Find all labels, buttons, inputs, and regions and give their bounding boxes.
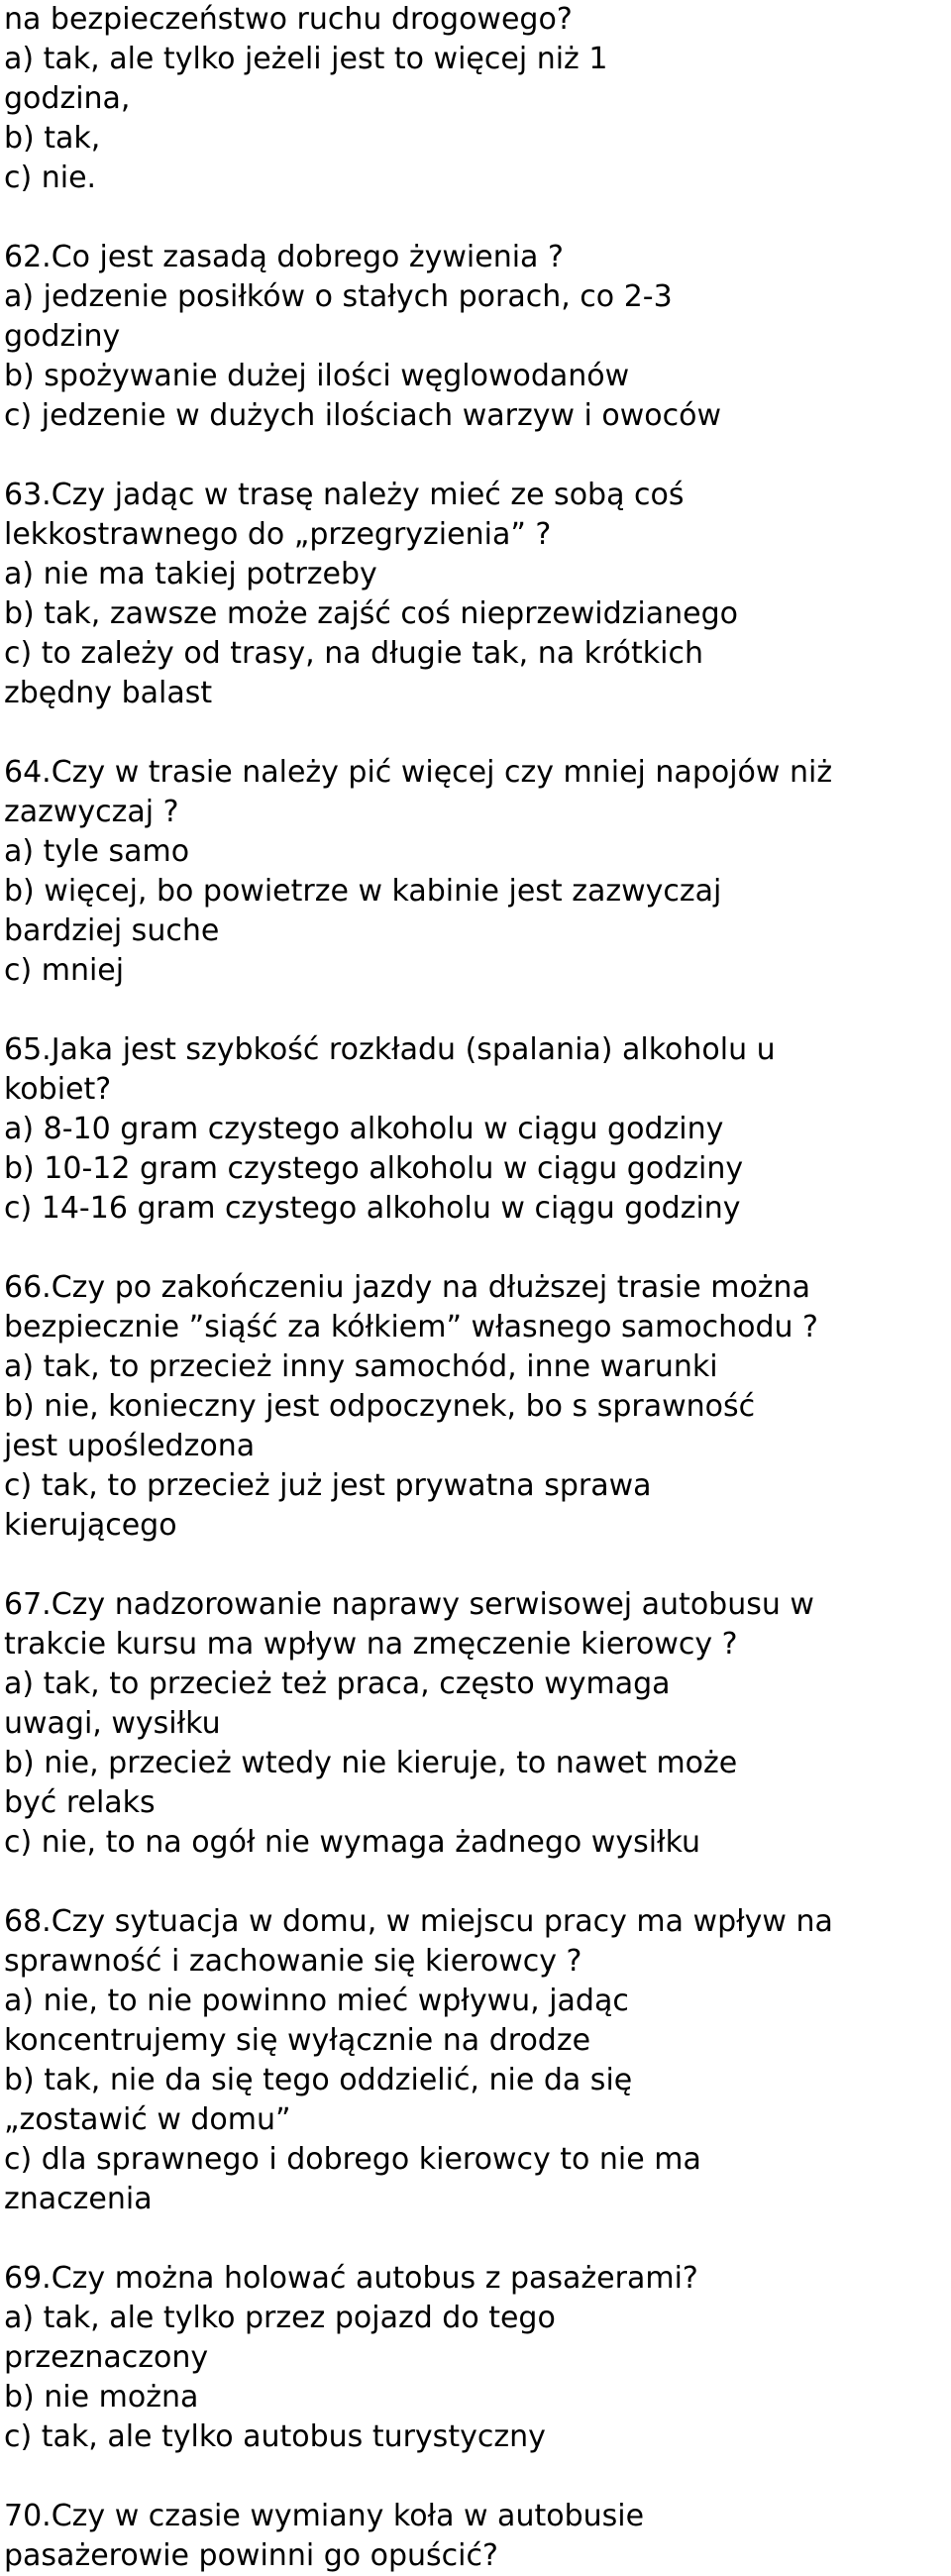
question-text: 68.Czy sytuacja w domu, w miejscu pracy ma wpływ na [4,1904,833,1939]
answer-c: c) tak, to przecież już jest prywatna sprawa [4,1468,652,1503]
question-text-cont: bezpiecznie ”siąść za kółkiem” własnego samochodu ? [4,1310,818,1344]
spacer [4,1229,945,1268]
answer-a-cont: godziny [4,319,121,354]
spacer [4,991,945,1030]
answer-a-cont: przeznaczony [4,2340,209,2375]
answer-b-cont: jest upośledzona [4,1429,256,1463]
answer-a: a) nie, to nie powinno mieć wpływu, jadąc [4,1984,629,2018]
answer-b: b) spożywanie dużej ilości węglowodanów [4,359,630,393]
spacer [4,198,945,238]
question-text: 66.Czy po zakończeniu jazdy na dłuższej trasie można [4,1270,810,1305]
answer-c: c) jedzenie w dużych ilościach warzyw i owoców [4,398,722,433]
question-text: 69.Czy można holować autobus z pasażerami? [4,2261,698,2296]
answer-b: b) tak, nie da się tego oddzielić, nie da się [4,2063,633,2097]
question-69 [4,2259,945,2457]
answer-b: b) więcej, bo powietrze w kabinie jest zazwyczaj [4,874,722,909]
answer-c: c) mniej [4,953,125,988]
answer-c: c) to zależy od trasy, na długie tak, na krótkich [4,636,704,671]
question-text: 64.Czy w trasie należy pić więcej czy mniej napojów niż [4,755,833,790]
answer-a: a) tak, ale tylko przez pojazd do tego [4,2301,556,2335]
question-text-cont: kobiet? [4,1072,112,1107]
question-text: 63.Czy jadąc w trasę należy mieć ze sobą coś [4,478,685,512]
spacer [4,1863,945,1902]
answer-a-cont: uwagi, wysiłku [4,1706,221,1741]
answer-c: c) tak, ale tylko autobus turystyczny [4,2419,546,2454]
answer-b: b) nie, konieczny jest odpoczynek, bo s sprawność [4,1389,756,1424]
answer-c: c) nie, to na ogół nie wymaga żadnego wysiłku [4,1825,701,1860]
answer-b-cont: „zostawić w domu” [4,2102,291,2137]
answer-a: a) tak, to przecież też praca, często wymaga [4,1666,671,1701]
question-67 [4,1585,945,1863]
answer-b: b) tak, [4,121,101,156]
answer-a-cont: koncentrujemy się wyłącznie na drodze [4,2023,591,2058]
question-text: 70.Czy w czasie wymiany koła w autobusie [4,2499,645,2533]
question-text: 65.Jaka jest szybkość rozkładu (spalania) alkoholu u [4,1032,776,1067]
answer-b: b) 10-12 gram czystego alkoholu w ciągu godziny [4,1151,744,1186]
answer-b: b) tak, zawsze może zajść coś nieprzewidzianego [4,596,739,631]
question-65 [4,1030,945,1229]
answer-b: b) nie, przecież wtedy nie kieruje, to nawet może [4,1746,738,1780]
question-68 [4,1902,945,2219]
question-61-tail: na bezpieczeństwo ruchu drogowego? [4,2,573,37]
document-page [4,0,945,2576]
question-text-cont: trakcie kursu ma wpływ na zmęczenie kierowcy ? [4,1627,738,1662]
answer-b-cont: bardziej suche [4,913,220,948]
answer-b: b) nie można [4,2380,199,2415]
question-text-cont: pasażerowie powinni go opuścić? [4,2538,498,2573]
answer-c: c) 14-16 gram czystego alkoholu w ciągu godziny [4,1191,741,1226]
question-64 [4,753,945,991]
answer-a: a) nie ma takiej potrzeby [4,557,377,591]
answer-b-cont: być relaks [4,1785,156,1820]
question-62 [4,238,945,436]
continuation-block [4,0,945,198]
spacer [4,1546,945,1585]
question-70 [4,2497,945,2576]
question-text: 67.Czy nadzorowanie naprawy serwisowej autobusu w [4,1587,814,1622]
question-text: 62.Co jest zasadą dobrego żywienia ? [4,240,564,274]
question-text-cont: sprawność i zachowanie się kierowcy ? [4,1944,582,1979]
answer-a: a) 8-10 gram czystego alkoholu w ciągu godziny [4,1112,724,1146]
spacer [4,713,945,753]
question-text-cont: lekkostrawnego do „przegryzienia” ? [4,517,552,552]
answer-a-cont: godzina, [4,81,131,116]
spacer [4,436,945,476]
answer-c: c) nie. [4,161,97,195]
answer-c-cont: zbędny balast [4,676,213,710]
spacer [4,2219,945,2259]
question-text-cont: zazwyczaj ? [4,795,179,829]
answer-a: a) tak, ale tylko jeżeli jest to więcej niż 1 [4,42,608,76]
answer-a: a) tyle samo [4,834,190,869]
answer-c: c) dla sprawnego i dobrego kierowcy to nie ma [4,2142,701,2177]
answer-c-cont: kierującego [4,1508,177,1543]
question-66 [4,1268,945,1546]
spacer [4,2457,945,2497]
question-63 [4,476,945,713]
answer-a: a) jedzenie posiłków o stałych porach, co 2-3 [4,279,673,314]
answer-a: a) tak, to przecież inny samochód, inne warunki [4,1349,718,1384]
answer-c-cont: znaczenia [4,2182,153,2216]
